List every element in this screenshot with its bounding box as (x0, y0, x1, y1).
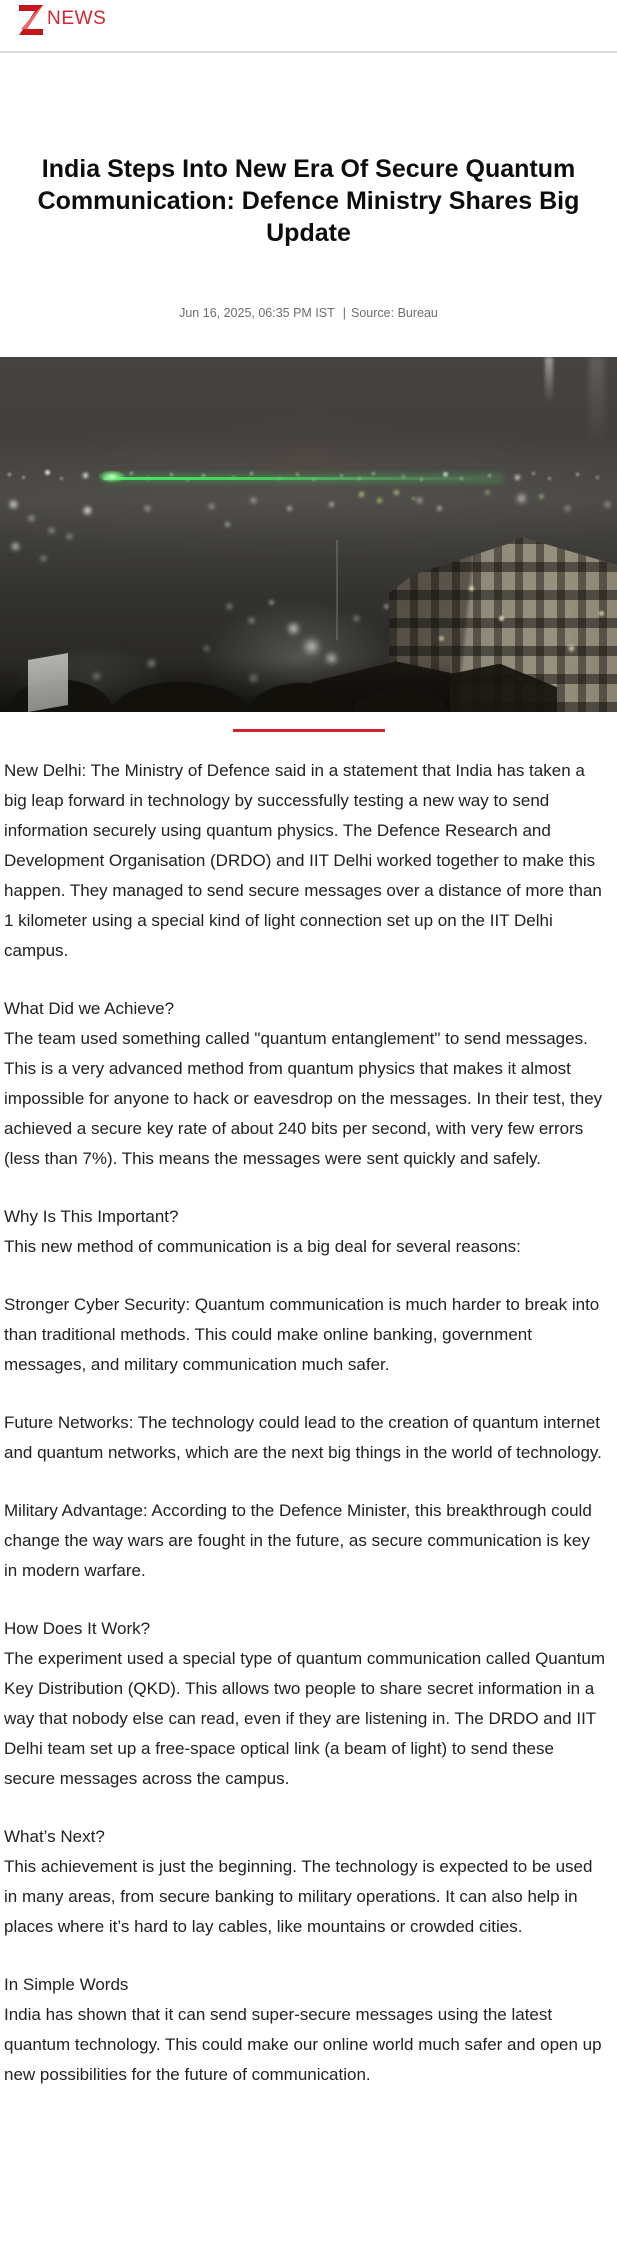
article-paragraph (4, 1496, 606, 1586)
article-paragraph (4, 994, 606, 1174)
lit-windows (0, 357, 3, 360)
paragraph-text: The team used something called "quantum entanglement" to send messages. This is a very advanced method from quantum physics that makes it almost impossible for anyone to hack or eavesdrop on the messages. In their test, they achieved a secure key rate of about 240 bits per second, with very few errors (less than 7%). This means the messages were sent quickly and safely. (4, 1029, 603, 1168)
section-heading: What Did we Achieve? (4, 999, 175, 1018)
article-paragraph (4, 1970, 606, 2090)
z-logo-icon (18, 5, 44, 35)
paragraph-text: The experiment used a special type of quantum communication called Quantum Key Distribution (QKD). This allows two people to share secret information in a way that nobody else can read, even if they are listening in. The DRDO and IIT Delhi team set up a free-space optical link (a beam of light) to send these secure messages across the campus. (4, 1649, 605, 1788)
article-datetime: Jun 16, 2025, 06:35 PM IST (179, 306, 335, 320)
article-paragraph (4, 756, 606, 966)
lit-board (28, 653, 68, 712)
article-paragraph (4, 1202, 606, 1262)
hero-image (0, 357, 617, 712)
article-body (0, 732, 617, 2130)
section-heading: Why Is This Important? (4, 1207, 179, 1226)
article-source: Source: Bureau (351, 306, 438, 320)
article-headline: India Steps Into New Era Of Secure Quantum Communication: Defence Ministry Shares Big Update (37, 155, 580, 247)
paragraph-text: Stronger Cyber Security: Quantum communication is much harder to break into than traditional methods. This could make online banking, government messages, and military communication much safer. (4, 1295, 600, 1374)
section-heading: How Does It Work? (4, 1619, 151, 1638)
section-heading: In Simple Words (4, 1975, 129, 1994)
paragraph-text: Future Networks: The technology could lead to the creation of quantum internet and quantum networks, which are the next big things in the world of technology. (4, 1413, 602, 1462)
meta-separator: | (342, 306, 347, 320)
paragraph-text: New Delhi: The Ministry of Defence said in a statement that India has taken a big leap forward in technology by successfully testing a new way to send information securely using quantum physics. The Defence Research and Development Organisation (DRDO) and IIT Delhi worked together to make this happen. They managed to send secure messages over a distance of more than 1 kilometer using a special kind of light connection set up on the IIT Delhi campus. (4, 761, 602, 960)
section-heading: What’s Next? (4, 1827, 105, 1846)
laser-beam (102, 477, 502, 480)
article-meta (0, 306, 617, 320)
light-streak-faint (589, 357, 605, 447)
paragraph-text: Military Advantage: According to the Defence Minister, this breakthrough could change the way wars are fought in the future, as secure communication is key in modern warfare. (4, 1501, 592, 1580)
paragraph-text: This new method of communication is a big deal for several reasons: (4, 1237, 521, 1256)
brand-logo-text: NEWS (47, 8, 107, 29)
brand-logo[interactable] (18, 5, 106, 35)
paragraph-text: This achievement is just the beginning. The technology is expected to be used in many areas, from secure banking to military operations. It can also help in places where it’s hard to lay cables, like mountains or crowded cities. (4, 1857, 593, 1936)
article-paragraph (4, 1822, 606, 1942)
paragraph-text: India has shown that it can send super-secure messages using the latest quantum technology. This could make our online world much safer and open up new possibilities for the future of communication. (4, 2005, 602, 2084)
article-paragraph (4, 1614, 606, 1794)
site-header (0, 0, 617, 53)
article-paragraph (4, 1290, 606, 1380)
article-paragraph (4, 1408, 606, 1468)
light-streak (545, 357, 553, 403)
laser-origin-glow (98, 470, 126, 483)
